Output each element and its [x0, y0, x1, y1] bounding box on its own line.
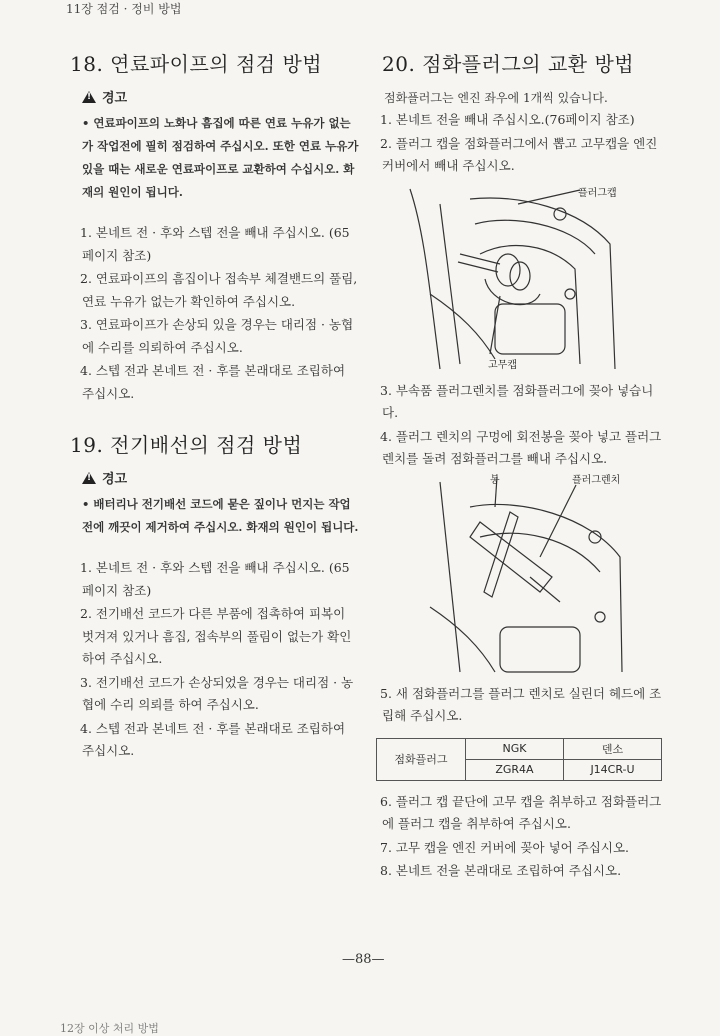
section-20-intro: 점화플러그는 엔진 좌우에 1개씩 있습니다.	[384, 91, 608, 105]
step-item: 5. 새 점화플러그를 플러그 렌치로 실린더 헤드에 조립해 주십시오.	[380, 685, 662, 723]
step-item: 4. 스텝 전과 본네트 전 · 후를 본래대로 조립하여 주십시오.	[80, 720, 346, 758]
right-column	[370, 48, 662, 884]
step-item: 8. 본네트 전을 본래대로 조립하여 주십시오.	[380, 863, 622, 878]
running-head: 11장 점검 · 정비 방법	[66, 2, 182, 16]
warning-text-18: • 연료파이프의 노화나 흠집에 따른 연료 누유가 없는가 작업전에 필히 점검하여 주십시오. 또한 연료 누유가 있을 때는 새로운 연료파이프로 교환하여 수십시오. 화재의 원인이 됩니다.	[82, 116, 359, 199]
step-item: 2. 플러그 캡을 점화플러그에서 뽑고 고무캡을 엔진 커버에서 빼내 주십시오.	[380, 135, 658, 173]
section-20-title: 20. 점화플러그의 교환 방법	[382, 52, 635, 76]
step-item: 6. 플러그 캡 끝단에 고무 캡을 취부하고 점화플러그에 플러그 캡을 취부하여 주십시오.	[380, 793, 662, 831]
steps-20b	[370, 380, 662, 471]
warning-heading-18	[82, 87, 360, 106]
step-item: 4. 플러그 렌치의 구멍에 회전봉을 꽂아 넣고 플러그 렌치를 돌려 점화플러그를 빼내 주십시오.	[380, 428, 662, 466]
steps-19	[70, 557, 360, 763]
step-item: 2. 연료파이프의 흠집이나 접속부 체결밴드의 풀림, 연료 누유가 없는가 확인하여 주십시오.	[80, 271, 358, 309]
section-19-title: 19. 전기배선의 점검 방법	[70, 433, 303, 457]
label-rubber-cap: 고무캡	[488, 359, 517, 371]
step-item: 1. 본네트 전을 빼내 주십시오.(76페이지 참조)	[380, 112, 635, 127]
warning-icon	[82, 91, 96, 103]
steps-20d	[370, 791, 662, 883]
label-plug-cap: 플러그캡	[578, 187, 617, 199]
warning-label: 경고	[102, 472, 128, 487]
step-item: 3. 연료파이프가 손상되 있을 경우는 대리점 · 농협에 수리를 의뢰하여 주십시오.	[80, 317, 354, 355]
section-18-title: 18. 연료파이프의 점검 방법	[70, 52, 323, 76]
page-number: —88—	[342, 952, 385, 967]
spec-value-ngk: ZGR4A	[465, 759, 563, 780]
spec-col-ngk: NGK	[465, 738, 563, 759]
spec-row-header: 점화플러그	[377, 738, 466, 780]
warning-text-19: • 배터리나 전기배선 코드에 묻은 짚이나 먼지는 작업 전에 깨끗이 제거하여 주십시오. 화재의 원인이 됩니다.	[82, 497, 359, 534]
label-rod: 봉	[490, 474, 500, 486]
warning-label: 경고	[102, 91, 128, 106]
steps-20a	[370, 109, 662, 178]
left-column	[70, 48, 360, 764]
step-item: 7. 고무 캡을 엔진 커버에 꽂아 넣어 주십시오.	[380, 839, 629, 855]
step-item: 1. 본네트 전 · 후와 스텝 전을 빼내 주십시오. (65페이지 참조)	[80, 225, 350, 263]
label-plug-wrench: 플러그렌치	[572, 474, 621, 486]
step-item: 3. 전기배선 코드가 손상되었을 경우는 대리점 · 농협에 수리 의뢰를 하여 주십시오.	[80, 674, 354, 712]
spark-plug-cap-figure	[400, 184, 640, 374]
steps-18	[70, 222, 360, 405]
step-item: 1. 본네트 전 · 후와 스텝 전을 빼내 주십시오. (65페이지 참조)	[80, 560, 350, 598]
warning-icon	[82, 472, 96, 484]
engine-illustration-2	[400, 477, 640, 677]
step-item: 2. 전기배선 코드가 다른 부품에 접촉하여 피복이 벗겨져 있거나 흠집, 접속부의 풀림이 없는가 확인하여 주십시오.	[80, 606, 352, 666]
step-item: 3. 부속품 플러그렌치를 점화플러그에 꽂아 넣습니다.	[380, 382, 654, 420]
warning-heading-19	[82, 468, 360, 487]
engine-illustration-1	[400, 184, 640, 374]
steps-20c	[370, 683, 662, 728]
plug-wrench-figure	[400, 474, 640, 677]
spec-value-denso: J14CR-U	[564, 759, 662, 780]
spec-col-denso: 덴소	[564, 738, 662, 759]
next-page-fragment: 12장 이상 처리 방법	[60, 1022, 159, 1035]
spark-plug-spec-table	[376, 738, 662, 781]
step-item: 4. 스텝 전과 본네트 전 · 후를 본래대로 조립하여 주십시오.	[80, 363, 346, 401]
